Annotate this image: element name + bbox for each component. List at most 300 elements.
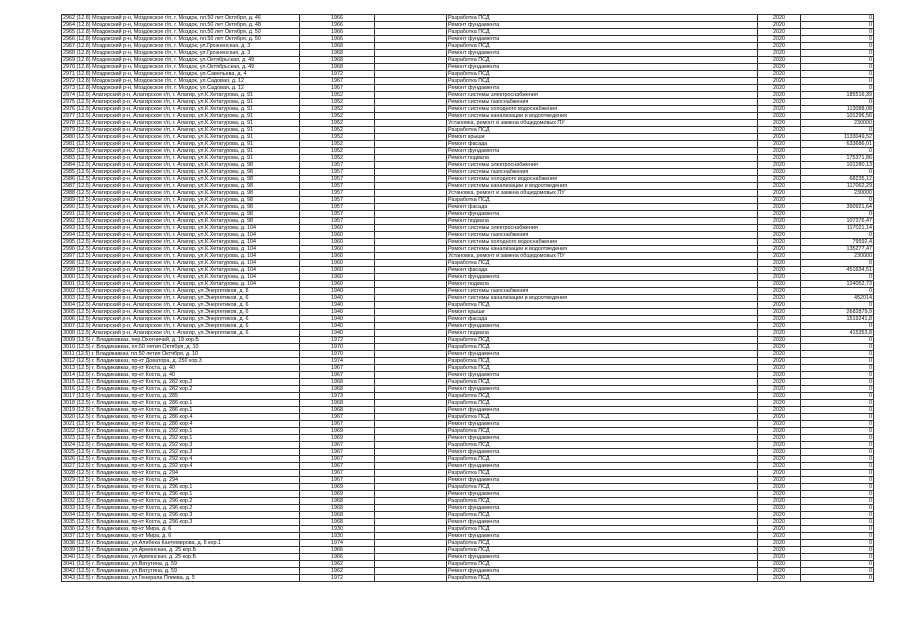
address-cell: 2987 (12.5) Алагирский р-н, Алагирское г/п, г. Алагир, ул.К.Хетагурова, д. 98: [62, 183, 300, 190]
work-type-cell: Ремонт фундамента: [447, 505, 758, 512]
blank-cell: [375, 288, 447, 295]
table-row: [62, 204, 874, 211]
blank-cell: [375, 568, 447, 575]
cost-cell: 0: [801, 148, 874, 155]
blank-cell: [375, 463, 447, 470]
work-type-cell: Ремонт подвала: [447, 330, 758, 337]
work-type-cell: Ремонт фундамента: [447, 148, 758, 155]
blank-cell: [375, 561, 447, 568]
address-cell: 3023 (12.5) г. Владикавказ, пр-кт Коста, д. 292 кор.1: [62, 435, 300, 442]
address-cell: 3008 (12.5) Алагирский р-н, Алагирское г/п, г. Алагир, ул.Энергетиков, д. 6: [62, 330, 300, 337]
blank-cell: [375, 449, 447, 456]
work-type-cell: Разработка ПСД: [447, 379, 758, 386]
work-type-cell: Ремонт системы холодного водоснабжения: [447, 106, 758, 113]
address-cell: 3004 (12.5) Алагирский р-н, Алагирское г/п, г. Алагир, ул.Энергетиков, д. 6: [62, 302, 300, 309]
blank-cell: [375, 295, 447, 302]
table-row: [62, 316, 874, 323]
year-cell: 1967: [300, 372, 375, 379]
address-cell: 3010 (12.5) г. Владикавказ, пл.50 летия Октября, д. 10: [62, 344, 300, 351]
table-row: [62, 379, 874, 386]
cost-cell: 0: [801, 85, 874, 92]
table-row: [62, 176, 874, 183]
cost-cell: 0: [801, 15, 874, 22]
blank-cell: [375, 400, 447, 407]
blank-cell: [375, 540, 447, 547]
address-cell: 3026 (12.5) г. Владикавказ, пр-кт Коста, д. 292 кор.4: [62, 456, 300, 463]
work-type-cell: Ремонт системы холодного водоснабжения: [447, 239, 758, 246]
blank-cell: [375, 92, 447, 99]
cost-cell: 452014: [801, 295, 874, 302]
blank-cell: [375, 141, 447, 148]
table-row: [62, 274, 874, 281]
table-row: [62, 421, 874, 428]
table-row: [62, 323, 874, 330]
blank-cell: [375, 246, 447, 253]
year-cell: 1967: [300, 421, 375, 428]
year-cell: 1952: [300, 134, 375, 141]
year-cell: 1972: [300, 71, 375, 78]
plan-year-cell: 2020: [758, 204, 801, 211]
blank-cell: [375, 302, 447, 309]
work-type-cell: Ремонт фундамента: [447, 554, 758, 561]
blank-cell: [375, 113, 447, 120]
year-cell: 1968: [300, 505, 375, 512]
work-type-cell: Разработка ПСД: [447, 260, 758, 267]
address-cell: 3041 (12.5) г. Владикавказ, ул.Ватутина, д. 59: [62, 561, 300, 568]
cost-cell: 113088,08: [801, 106, 874, 113]
cost-cell: 0: [801, 372, 874, 379]
year-cell: 1968: [300, 400, 375, 407]
table-row: [62, 400, 874, 407]
address-cell: 2985 (12.5) Алагирский р-н, Алагирское г/п, г. Алагир, ул.К.Хетагурова, д. 98: [62, 169, 300, 176]
blank-cell: [375, 50, 447, 57]
plan-year-cell: 2020: [758, 267, 801, 274]
cost-cell: 0: [801, 505, 874, 512]
plan-year-cell: 2020: [758, 470, 801, 477]
plan-year-cell: 2020: [758, 169, 801, 176]
work-type-cell: Ремонт фундамента: [447, 449, 758, 456]
year-cell: 1960: [300, 239, 375, 246]
table-row: [62, 484, 874, 491]
table-row: [62, 519, 874, 526]
year-cell: 1960: [300, 225, 375, 232]
blank-cell: [375, 106, 447, 113]
table-row: [62, 435, 874, 442]
cost-cell: 0: [801, 512, 874, 519]
plan-year-cell: 2020: [758, 568, 801, 575]
work-type-cell: Разработка ПСД: [447, 344, 758, 351]
table-row: [62, 267, 874, 274]
table-row: [62, 477, 874, 484]
year-cell: 1952: [300, 155, 375, 162]
cost-cell: 0: [801, 561, 874, 568]
capital-repair-table: [61, 14, 874, 582]
blank-cell: [375, 470, 447, 477]
table-row: [62, 29, 874, 36]
plan-year-cell: 2020: [758, 92, 801, 99]
plan-year-cell: 2020: [758, 43, 801, 50]
cost-cell: 0: [801, 169, 874, 176]
cost-cell: 0: [801, 351, 874, 358]
cost-cell: 0: [801, 526, 874, 533]
table-row: [62, 246, 874, 253]
year-cell: 1966: [300, 547, 375, 554]
year-cell: 1962: [300, 561, 375, 568]
cost-cell: 0: [801, 57, 874, 64]
address-cell: 2998 (12.5) Алагирский р-н, Алагирское г/п, г. Алагир, ул.К.Хетагурова, д. 104: [62, 260, 300, 267]
blank-cell: [375, 372, 447, 379]
cost-cell: 124052,73: [801, 281, 874, 288]
work-type-cell: Ремонт системы электроснабжения: [447, 92, 758, 99]
cost-cell: 0: [801, 260, 874, 267]
blank-cell: [375, 407, 447, 414]
year-cell: 1967: [300, 414, 375, 421]
plan-year-cell: 2020: [758, 449, 801, 456]
address-cell: 3005 (12.5) Алагирский р-н, Алагирское г/п, г. Алагир, ул.Энергетиков, д. 6: [62, 309, 300, 316]
year-cell: 1960: [300, 274, 375, 281]
table-row: [62, 526, 874, 533]
year-cell: 1966: [300, 29, 375, 36]
address-cell: 3019 (12.5) г. Владикавказ, пр-кт Коста, д. 286 кор.1: [62, 407, 300, 414]
blank-cell: [375, 358, 447, 365]
work-type-cell: Разработка ПСД: [447, 456, 758, 463]
plan-year-cell: 2020: [758, 526, 801, 533]
year-cell: 1940: [300, 295, 375, 302]
cost-cell: 0: [801, 463, 874, 470]
plan-year-cell: 2020: [758, 365, 801, 372]
year-cell: 1968: [300, 519, 375, 526]
blank-cell: [375, 379, 447, 386]
address-cell: 3000 (12.5) Алагирский р-н, Алагирское г/п, г. Алагир, ул.К.Хетагурова, д. 104: [62, 274, 300, 281]
plan-year-cell: 2020: [758, 393, 801, 400]
blank-cell: [375, 71, 447, 78]
work-type-cell: Ремонт фундамента: [447, 50, 758, 57]
blank-cell: [375, 239, 447, 246]
blank-cell: [375, 421, 447, 428]
plan-year-cell: 2020: [758, 78, 801, 85]
blank-cell: [375, 169, 447, 176]
table-row: [62, 463, 874, 470]
year-cell: 1968: [300, 50, 375, 57]
table-row: [62, 309, 874, 316]
cost-cell: 107376,47: [801, 218, 874, 225]
plan-year-cell: 2020: [758, 344, 801, 351]
plan-year-cell: 2020: [758, 57, 801, 64]
cost-cell: 1519241,8: [801, 316, 874, 323]
work-type-cell: Разработка ПСД: [447, 575, 758, 582]
address-cell: 3040 (12.5) г. Владикавказ, ул.Армянская, д. 25 кор.Б: [62, 554, 300, 561]
work-type-cell: Разработка ПСД: [447, 414, 758, 421]
cost-cell: 230000: [801, 120, 874, 127]
cost-cell: 0: [801, 533, 874, 540]
work-type-cell: Установка, ремонт и замена общедомовых ПУ: [447, 253, 758, 260]
cost-cell: 117062,29: [801, 183, 874, 190]
plan-year-cell: 2020: [758, 575, 801, 582]
plan-year-cell: 2020: [758, 547, 801, 554]
address-cell: 2964 (12.8) Моздокский р-н, Моздокское г/п, г. Моздок, пл.50 лет Октября, д. 48: [62, 22, 300, 29]
year-cell: 1974: [300, 358, 375, 365]
work-type-cell: Ремонт фундамента: [447, 64, 758, 71]
address-cell: 2996 (12.5) Алагирский р-н, Алагирское г/п, г. Алагир, ул.К.Хетагурова, д. 104: [62, 246, 300, 253]
plan-year-cell: 2020: [758, 50, 801, 57]
work-type-cell: Ремонт фундамента: [447, 372, 758, 379]
blank-cell: [375, 78, 447, 85]
year-cell: 1957: [300, 211, 375, 218]
year-cell: 1968: [300, 43, 375, 50]
address-cell: 2999 (12.5) Алагирский р-н, Алагирское г/п, г. Алагир, ул.К.Хетагурова, д. 104: [62, 267, 300, 274]
plan-year-cell: 2020: [758, 435, 801, 442]
cost-cell: 230000: [801, 190, 874, 197]
blank-cell: [375, 554, 447, 561]
plan-year-cell: 2020: [758, 358, 801, 365]
year-cell: 1967: [300, 463, 375, 470]
plan-year-cell: 2020: [758, 442, 801, 449]
address-cell: 3011 (12.5) г. Владикавказ, пл.50 летия Октября, д. 10: [62, 351, 300, 358]
plan-year-cell: 2020: [758, 183, 801, 190]
table-row: [62, 365, 874, 372]
table-row: [62, 330, 874, 337]
blank-cell: [375, 456, 447, 463]
table-row: [62, 561, 874, 568]
table-row: [62, 547, 874, 554]
blank-cell: [375, 337, 447, 344]
work-type-cell: Ремонт системы электроснабжения: [447, 225, 758, 232]
plan-year-cell: 2020: [758, 337, 801, 344]
plan-year-cell: 2020: [758, 281, 801, 288]
year-cell: 1966: [300, 15, 375, 22]
address-cell: 2992 (12.5) Алагирский р-н, Алагирское г/п, г. Алагир, ул.К.Хетагурова, д. 98: [62, 218, 300, 225]
blank-cell: [375, 267, 447, 274]
work-type-cell: Разработка ПСД: [447, 57, 758, 64]
plan-year-cell: 2020: [758, 36, 801, 43]
table-row: [62, 92, 874, 99]
year-cell: 1960: [300, 246, 375, 253]
address-cell: 3032 (12.5) г. Владикавказ, пр-кт Коста, д. 296 кор.2: [62, 498, 300, 505]
year-cell: 1967: [300, 442, 375, 449]
work-type-cell: Установка, ремонт и замена общедомовых ПУ: [447, 190, 758, 197]
blank-cell: [375, 414, 447, 421]
plan-year-cell: 2020: [758, 498, 801, 505]
work-type-cell: Ремонт фундамента: [447, 533, 758, 540]
address-cell: 2989 (12.5) Алагирский р-н, Алагирское г/п, г. Алагир, ул.К.Хетагурова, д. 98: [62, 197, 300, 204]
address-cell: 2972 (12.8) Моздокский р-н, Моздокское г/п, г. Моздок, ул.Садовая, д. 12: [62, 78, 300, 85]
plan-year-cell: 2020: [758, 295, 801, 302]
year-cell: 1940: [300, 323, 375, 330]
cost-cell: 175371,86: [801, 155, 874, 162]
plan-year-cell: 2020: [758, 211, 801, 218]
address-cell: 3006 (12.5) Алагирский р-н, Алагирское г/п, г. Алагир, ул.Энергетиков, д. 6: [62, 316, 300, 323]
year-cell: 1967: [300, 470, 375, 477]
address-cell: 3039 (12.5) г. Владикавказ, ул.Армянская, д. 25 кор.Б: [62, 547, 300, 554]
plan-year-cell: 2020: [758, 456, 801, 463]
year-cell: 1966: [300, 36, 375, 43]
work-type-cell: Разработка ПСД: [447, 71, 758, 78]
blank-cell: [375, 148, 447, 155]
table-row: [62, 386, 874, 393]
cost-cell: 0: [801, 379, 874, 386]
address-cell: 3029 (12.5) г. Владикавказ, пр-кт Коста, д. 294: [62, 477, 300, 484]
blank-cell: [375, 183, 447, 190]
work-type-cell: Ремонт фундамента: [447, 491, 758, 498]
plan-year-cell: 2020: [758, 232, 801, 239]
work-type-cell: Ремонт системы канализации и водоотведения: [447, 113, 758, 120]
work-type-cell: Разработка ПСД: [447, 302, 758, 309]
address-cell: 2981 (12.5) Алагирский р-н, Алагирское г/п, г. Алагир, ул.К.Хетагурова, д. 91: [62, 141, 300, 148]
blank-cell: [375, 162, 447, 169]
work-type-cell: Ремонт фасада: [447, 204, 758, 211]
cost-cell: 101280,13: [801, 162, 874, 169]
plan-year-cell: 2020: [758, 190, 801, 197]
table-row: [62, 498, 874, 505]
cost-cell: 633686,01: [801, 141, 874, 148]
year-cell: 1960: [300, 232, 375, 239]
work-type-cell: Ремонт фундамента: [447, 274, 758, 281]
plan-year-cell: 2020: [758, 274, 801, 281]
cost-cell: 0: [801, 197, 874, 204]
table-row: [62, 162, 874, 169]
cost-cell: 0: [801, 435, 874, 442]
table-row: [62, 449, 874, 456]
year-cell: 1974: [300, 540, 375, 547]
address-cell: 2990 (12.5) Алагирский р-н, Алагирское г/п, г. Алагир, ул.К.Хетагурова, д. 98: [62, 204, 300, 211]
cost-cell: 0: [801, 428, 874, 435]
cost-cell: 0: [801, 50, 874, 57]
blank-cell: [375, 330, 447, 337]
table-row: [62, 554, 874, 561]
table-row: [62, 505, 874, 512]
address-cell: 3028 (12.5) г. Владикавказ, пр-кт Коста, д. 294: [62, 470, 300, 477]
work-type-cell: Разработка ПСД: [447, 43, 758, 50]
plan-year-cell: 2020: [758, 85, 801, 92]
cost-cell: 0: [801, 99, 874, 106]
table-row: [62, 218, 874, 225]
blank-cell: [375, 57, 447, 64]
plan-year-cell: 2020: [758, 155, 801, 162]
blank-cell: [375, 211, 447, 218]
address-cell: 2991 (12.5) Алагирский р-н, Алагирское г/п, г. Алагир, ул.К.Хетагурова, д. 98: [62, 211, 300, 218]
cost-cell: 415353,8: [801, 330, 874, 337]
table-row: [62, 155, 874, 162]
year-cell: 1969: [300, 435, 375, 442]
table-row: [62, 127, 874, 134]
plan-year-cell: 2020: [758, 323, 801, 330]
cost-cell: 0: [801, 568, 874, 575]
work-type-cell: Разработка ПСД: [447, 127, 758, 134]
work-type-cell: Ремонт системы газоснабжения: [447, 99, 758, 106]
plan-year-cell: 2020: [758, 106, 801, 113]
work-type-cell: Разработка ПСД: [447, 540, 758, 547]
address-cell: 2965 (12.8) Моздокский р-н, Моздокское г/п, г. Моздок, пл.50 лет Октября, д. 50: [62, 29, 300, 36]
address-cell: 2983 (12.5) Алагирский р-н, Алагирское г/п, г. Алагир, ул.К.Хетагурова, д. 91: [62, 155, 300, 162]
cost-cell: 101296,56: [801, 113, 874, 120]
plan-year-cell: 2020: [758, 302, 801, 309]
work-type-cell: Разработка ПСД: [447, 29, 758, 36]
address-cell: 2980 (12.5) Алагирский р-н, Алагирское г/п, г. Алагир, ул.К.Хетагурова, д. 91: [62, 134, 300, 141]
work-type-cell: Ремонт фундамента: [447, 323, 758, 330]
address-cell: 2978 (12.5) Алагирский р-н, Алагирское г/п, г. Алагир, ул.К.Хетагурова, д. 91: [62, 120, 300, 127]
address-cell: 3016 (12.5) г. Владикавказ, пр-кт Коста, д. 282 кор.2: [62, 386, 300, 393]
cost-cell: 0: [801, 127, 874, 134]
table-row: [62, 456, 874, 463]
year-cell: 1930: [300, 533, 375, 540]
address-cell: 3007 (12.5) Алагирский р-н, Алагирское г/п, г. Алагир, ул.Энергетиков, д. 6: [62, 323, 300, 330]
work-type-cell: Разработка ПСД: [447, 393, 758, 400]
table-row: [62, 393, 874, 400]
plan-year-cell: 2020: [758, 253, 801, 260]
work-type-cell: Разработка ПСД: [447, 197, 758, 204]
table-body: [62, 15, 874, 582]
table-row: [62, 351, 874, 358]
work-type-cell: Разработка ПСД: [447, 484, 758, 491]
blank-cell: [375, 323, 447, 330]
work-type-cell: Ремонт фундамента: [447, 211, 758, 218]
blank-cell: [375, 316, 447, 323]
address-cell: 2994 (12.5) Алагирский р-н, Алагирское г/п, г. Алагир, ул.К.Хетагурова, д. 104: [62, 232, 300, 239]
year-cell: 1968: [300, 512, 375, 519]
cost-cell: 117021,14: [801, 225, 874, 232]
year-cell: 1960: [300, 281, 375, 288]
plan-year-cell: 2020: [758, 540, 801, 547]
year-cell: 1960: [300, 267, 375, 274]
year-cell: 1968: [300, 386, 375, 393]
address-cell: 2997 (12.5) Алагирский р-н, Алагирское г/п, г. Алагир, ул.К.Хетагурова, д. 104: [62, 253, 300, 260]
blank-cell: [375, 29, 447, 36]
plan-year-cell: 2020: [758, 29, 801, 36]
table-row: [62, 568, 874, 575]
year-cell: 1969: [300, 491, 375, 498]
blank-cell: [375, 43, 447, 50]
plan-year-cell: 2020: [758, 141, 801, 148]
table-row: [62, 260, 874, 267]
plan-year-cell: 2020: [758, 239, 801, 246]
table-row: [62, 113, 874, 120]
table-row: [62, 99, 874, 106]
plan-year-cell: 2020: [758, 316, 801, 323]
work-type-cell: Ремонт фундамента: [447, 22, 758, 29]
cost-cell: 451634,51: [801, 267, 874, 274]
plan-year-cell: 2020: [758, 127, 801, 134]
year-cell: 1957: [300, 190, 375, 197]
year-cell: 1968: [300, 379, 375, 386]
address-cell: 2995 (12.5) Алагирский р-н, Алагирское г/п, г. Алагир, ул.К.Хетагурова, д. 104: [62, 239, 300, 246]
blank-cell: [375, 176, 447, 183]
cost-cell: 0: [801, 491, 874, 498]
year-cell: 1967: [300, 85, 375, 92]
table-row: [62, 414, 874, 421]
address-cell: 3037 (12.5) г. Владикавказ, пр-кт Мира, д. 6: [62, 533, 300, 540]
year-cell: 1968: [300, 57, 375, 64]
plan-year-cell: 2020: [758, 372, 801, 379]
address-cell: 2967 (12.8) Моздокский р-н, Моздокское г/п, г. Моздок, ул.Грозненская, д. 3: [62, 43, 300, 50]
table-row: [62, 288, 874, 295]
year-cell: 1940: [300, 309, 375, 316]
year-cell: 1968: [300, 407, 375, 414]
plan-year-cell: 2020: [758, 400, 801, 407]
plan-year-cell: 2020: [758, 330, 801, 337]
blank-cell: [375, 218, 447, 225]
table-row: [62, 85, 874, 92]
work-type-cell: Ремонт фундамента: [447, 519, 758, 526]
cost-cell: 0: [801, 449, 874, 456]
table-row: [62, 232, 874, 239]
address-cell: 2966 (12.8) Моздокский р-н, Моздокское г/п, г. Моздок, пл.50 лет Октября, д. 50: [62, 36, 300, 43]
cost-cell: 79592,4: [801, 239, 874, 246]
work-type-cell: Ремонт фундамента: [447, 435, 758, 442]
table-row: [62, 50, 874, 57]
work-type-cell: Разработка ПСД: [447, 78, 758, 85]
work-type-cell: Разработка ПСД: [447, 512, 758, 519]
work-type-cell: Ремонт системы холодного водоснабжения: [447, 176, 758, 183]
